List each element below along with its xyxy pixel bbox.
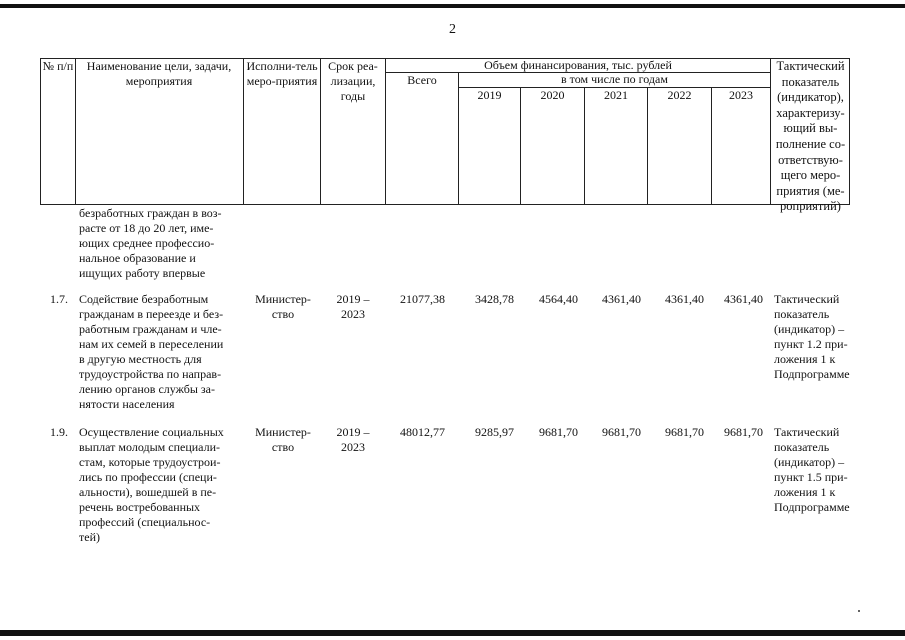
row-term: 2019 – 2023 xyxy=(336,292,370,321)
page-number: 2 xyxy=(449,22,456,37)
header-executor: Исполни-тель меро-приятия xyxy=(246,59,318,88)
header-total: Всего xyxy=(407,73,437,87)
scan-speck xyxy=(858,610,860,612)
header-funding: Объем финансирования, тыс. рублей xyxy=(484,58,672,72)
header-term: Срок реа-лизации, годы xyxy=(328,59,378,103)
header-by-years: в том числе по годам xyxy=(561,72,668,86)
header-year-2022: 2022 xyxy=(667,88,692,102)
header-year-2023: 2023 xyxy=(729,88,753,102)
row-indicator: Тактический показатель (индикатор) – пункт 1.2 при- ложения 1 к Подпрограмме xyxy=(774,292,850,381)
row-total: 21077,38 xyxy=(400,292,445,306)
row-name: Осуществление социальных выплат молодым специали- стам, которые трудоустрои- лись по профессии (специ- альности), вошедшей в пе- речень востребованных профессий (специальнос- тей) xyxy=(79,425,224,544)
row-amount-2022: 4361,40 xyxy=(665,292,704,306)
row-name: Содействие безработным гражданам в переезде и без- работным гражданам и чле- нам их семей в переселении в другую местность для трудоустройства по направ- лению органов службы за- нятости населения xyxy=(79,292,224,411)
header-num: № п/п xyxy=(42,59,74,73)
row-term: 2019 – 2023 xyxy=(336,425,370,454)
row-indicator: Тактический показатель (индикатор) – пункт 1.5 при- ложения 1 к Подпрограмме xyxy=(774,425,850,514)
row-num: 1.9. xyxy=(50,425,68,439)
header-name: Наименование цели, задачи, мероприятия xyxy=(86,59,232,88)
row-num: 1.7. xyxy=(50,292,68,306)
continuation-text: безработных граждан в воз- расте от 18 до 20 лет, име- ющих среднее профессио- нальное образование и ищущих работу впервые xyxy=(79,206,222,280)
row-amount-2020: 9681,70 xyxy=(539,425,578,439)
bottom-border-rule xyxy=(0,630,905,636)
top-border-rule xyxy=(0,4,905,8)
row-amount-2023: 4361,40 xyxy=(724,292,763,306)
header-year-2019: 2019 xyxy=(477,88,502,102)
row-amount-2021: 4361,40 xyxy=(602,292,641,306)
row-amount-2019: 3428,78 xyxy=(475,292,514,306)
row-executor: Министер- ство xyxy=(255,292,311,321)
row-amount-2023: 9681,70 xyxy=(724,425,763,439)
header-year-2020: 2020 xyxy=(540,88,565,102)
header-year-2021: 2021 xyxy=(604,88,628,102)
row-amount-2021: 9681,70 xyxy=(602,425,641,439)
header-indicator: Тактический показатель (индикатор), характеризу-ющий вы-полнение со-ответствую-щего меро-приятия (ме-роприятий) xyxy=(775,59,846,214)
row-amount-2022: 9681,70 xyxy=(665,425,704,439)
row-amount-2020: 4564,40 xyxy=(539,292,578,306)
row-amount-2019: 9285,97 xyxy=(475,425,514,439)
row-total: 48012,77 xyxy=(400,425,445,439)
row-executor: Министер- ство xyxy=(255,425,311,454)
